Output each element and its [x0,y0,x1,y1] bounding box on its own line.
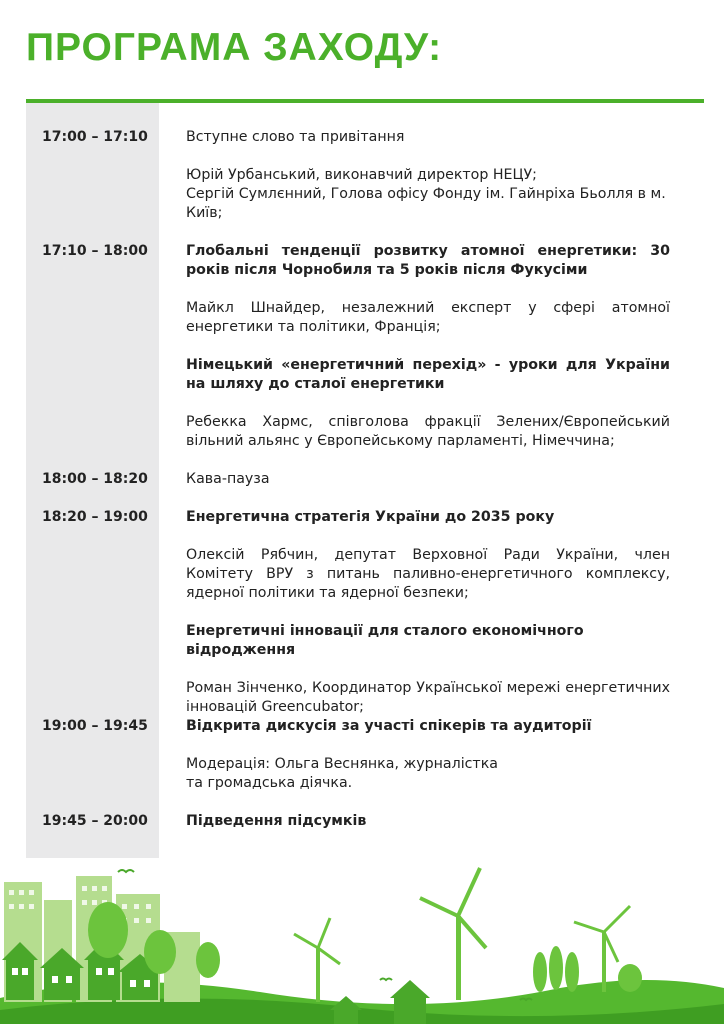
green-city-illustration [0,860,724,1024]
session-title: Енергетичні інновації для сталого економічного відродження [186,623,584,658]
schedule-content [186,812,670,850]
schedule-content [186,717,670,812]
schedule-time: 18:20 – 19:00 [42,509,148,525]
schedule-content [186,242,670,470]
session-title: Вступне слово та привітання [186,129,405,145]
session-title: Відкрита дискусія за участі спікерів та аудиторії [186,718,592,734]
schedule-time: 19:00 – 19:45 [42,718,148,734]
schedule-content [186,508,670,736]
speaker-info: Ребекка Хармс, співголова фракції Зелених/Європейський вільний альянс у Європейському парламенті, Німеччина; [186,414,670,449]
speaker-info: Роман Зінченко, Координатор Української мережі енергетичних інновацій Greencubator; [186,680,670,715]
speaker-info: Модерація: Ольга Веснянка, журналістка та громадська діячка. [186,756,498,791]
speaker-info: Майкл Шнайдер, незалежний експерт у сфері атомної енергетики та політики, Франція; [186,300,670,335]
speaker-info: Олексій Рябчин, депутат Верховної Ради України, член Комітету ВРУ з питань паливно-енергетичного комплексу, ядерної політики та ядерної безпеки; [186,547,670,601]
session-title: Німецький «енергетичний перехід» - уроки для України на шляху до сталої енергетики [186,357,670,392]
schedule-time: 19:45 – 20:00 [42,813,148,829]
schedule-content [186,128,670,242]
page-title: ПРОГРАМА ЗАХОДУ: [26,26,443,69]
schedule-content [186,470,670,508]
session-title: Енергетична стратегія України до 2035 року [186,509,555,525]
wind-turbine-icon [294,868,630,1002]
session-title: Глобальні тенденції розвитку атомної енергетики: 30 років після Чорнобиля та 5 років після Фукусіми [186,243,670,278]
schedule-time: 17:10 – 18:00 [42,243,148,259]
schedule-time: 18:00 – 18:20 [42,471,148,487]
session-title: Кава-пауза [186,471,270,487]
session-title: Підведення підсумків [186,813,367,829]
speaker-info: Юрій Урбанський, виконавчий директор НЕЦУ; Сергій Сумлєнний, Голова офісу Фонду ім. Гайнріха Бьолля в м. Київ; [186,167,666,221]
schedule-time: 17:00 – 17:10 [42,129,148,145]
